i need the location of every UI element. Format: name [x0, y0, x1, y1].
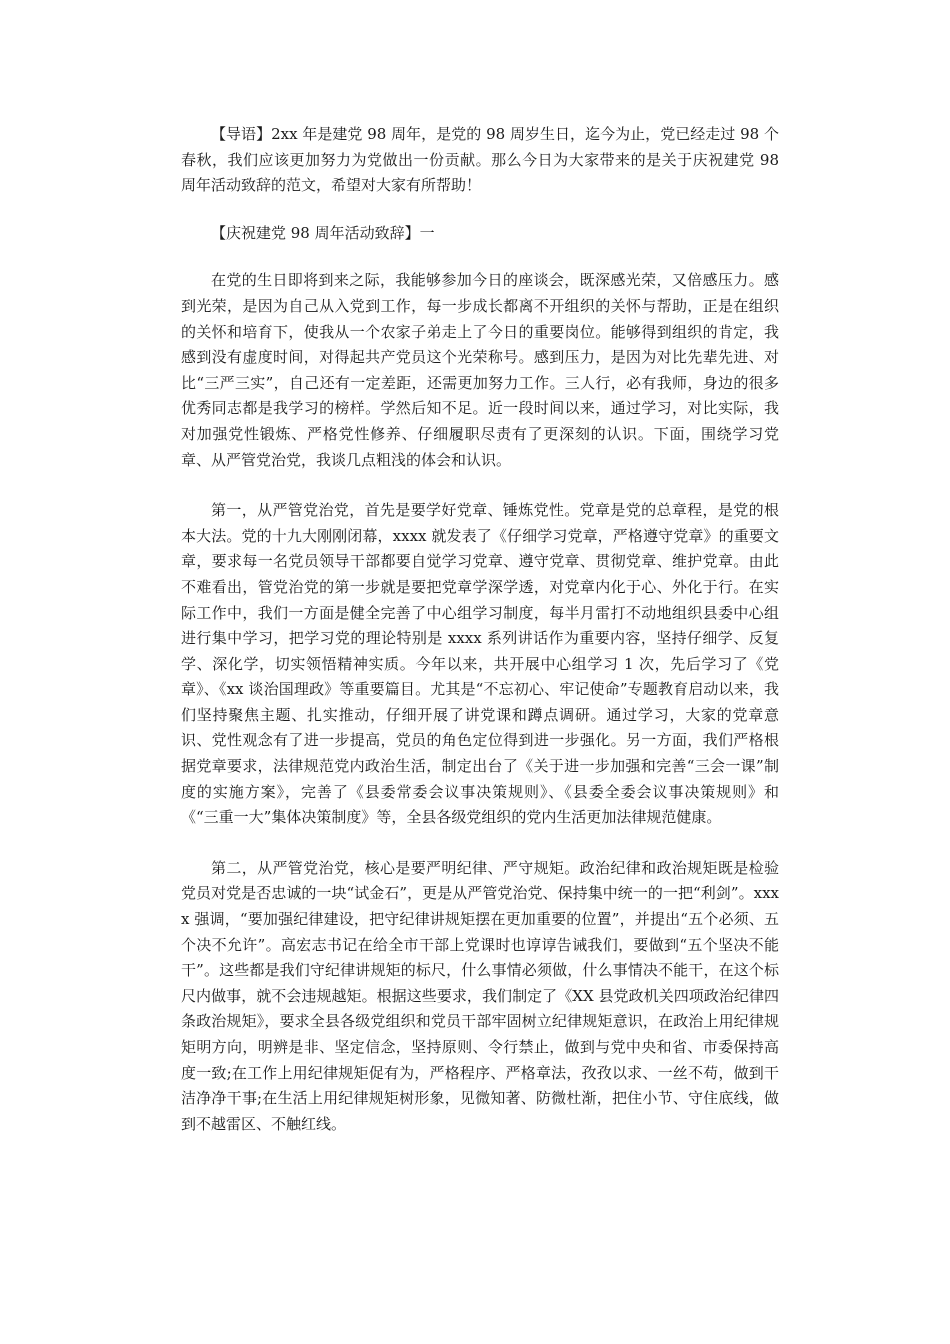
body-paragraph-1: 在党的生日即将到来之际，我能够参加今日的座谈会，既深感光荣，又倍感压力。感到光荣，是因为自己从入党到工作，每一步成长都离不开组织的关怀与帮助，正是在组织的关怀和培育下，使我从一个农家子弟走上了今日的重要岗位。能够得到组织的肯定，我感到没有虚度时间，对得起共产党员这个光荣称号。感到压力，是因为对比先辈先进、对比“三严三实”，自己还有一定差距，还需更加努力工作。三人行，必有我师，身边的很多优秀同志都是我学习的榜样。学然后知不足。近一段时间以来，通过学习，对比实际，我对加强党性锻炼、严格党性修养、仔细履职尽责有了更深刻的认识。下面，围绕学习党章、从严管党治党，我谈几点粗浅的体会和认识。 [181, 271, 779, 469]
spacer [181, 199, 779, 221]
body-paragraph-2: 第一，从严管党治党，首先是要学好党章、锤炼党性。党章是党的总章程，是党的根本大法。党的十九大刚刚闭幕，xxxx 就发表了《仔细学习党章，严格遵守党章》的重要文章，要求每一名党员领导干部都要自觉学习党章、遵守党章、贯彻党章、维护党章。由此不难看出，管党治党的第一步就是要把党章学深学透，对党章内化于心、外化于行。在实际工作中，我们一方面是健全完善了中心组学习制度，每半月雷打不动地组织县委中心组进行集中学习，把学习党的理论特别是 xxxx 系列讲话作为重要内容，坚持仔细学、反复学、深化学，切实领悟精神实质。今年以来，共开展中心组学习 1 次，先后学习了《党章》、《xx 谈治国理政》等重要篇目。尤其是“不忘初心、牢记使命”专题教育启动以来，我们坚持聚焦主题、扎实推动，仔细开展了讲党课和蹲点调研。通过学习，大家的党章意识、党性观念有了进一步提高，党员的角色定位得到进一步强化。另一方面，我们严格根据党章要求，法律规范党内政治生活，制定出台了《关于进一步加强和完善“三会一课”制度的实施方案》，完善了《县委常委会议事决策规则》、《县委全委会议事决策规则》和《“三重一大”集体决策制度》等，全县各级党组织的党内生活更加法律规范健康。 [181, 501, 779, 827]
section-title: 【庆祝建党 98 周年活动致辞】一 [211, 223, 435, 242]
body-paragraph-3: 第二，从严管党治党，核心是要严明纪律、严守规矩。政治纪律和政治规矩既是检验党员对党是否忠诚的一块“试金石”，更是从严管党治党、保持集中统一的一把“利剑”。xxxx 强调，“要加强纪律建设，把守纪律讲规矩摆在更加重要的位置”，并提出“五个必须、五个决不允许”。高宏志书记在给全市干部上党课时也谆谆告诫我们，要做到“五个坚决不能干”。这些都是我们守纪律讲规矩的标尺，什么事情必须做，什么事情决不能干，在这个标尺内做事，就不会违规越矩。根据这些要求，我们制定了《XX 县党政机关四项政治纪律四条政治规矩》，要求全县各级党组织和党员干部牢固树立纪律规矩意识，在政治上用纪律规矩明方向，明辨是非、坚定信念，坚持原则、令行禁止，做到与党中央和省、市委保持高度一致;在工作上用纪律规矩促有为，严格程序、严格章法，孜孜以求、一丝不苟，做到干洁净净干事;在生活上用纪律规矩树形象，见微知著、防微杜渐，把住小节、守住底线，做到不越雷区、不触红线。 [181, 858, 779, 1133]
spacer [181, 473, 779, 498]
intro-paragraph: 【导语】2xx 年是建党 98 周年，是党的 98 周岁生日，迄今为止，党已经走过 98 个春秋，我们应该更加努力为党做出一份贡献。那么今日为大家带来的是关于庆祝建党 98 周年活动致辞的范文，希望对大家有所帮助！ [181, 125, 779, 195]
document-page [181, 122, 779, 1137]
spacer [181, 246, 779, 268]
spacer [181, 831, 779, 856]
